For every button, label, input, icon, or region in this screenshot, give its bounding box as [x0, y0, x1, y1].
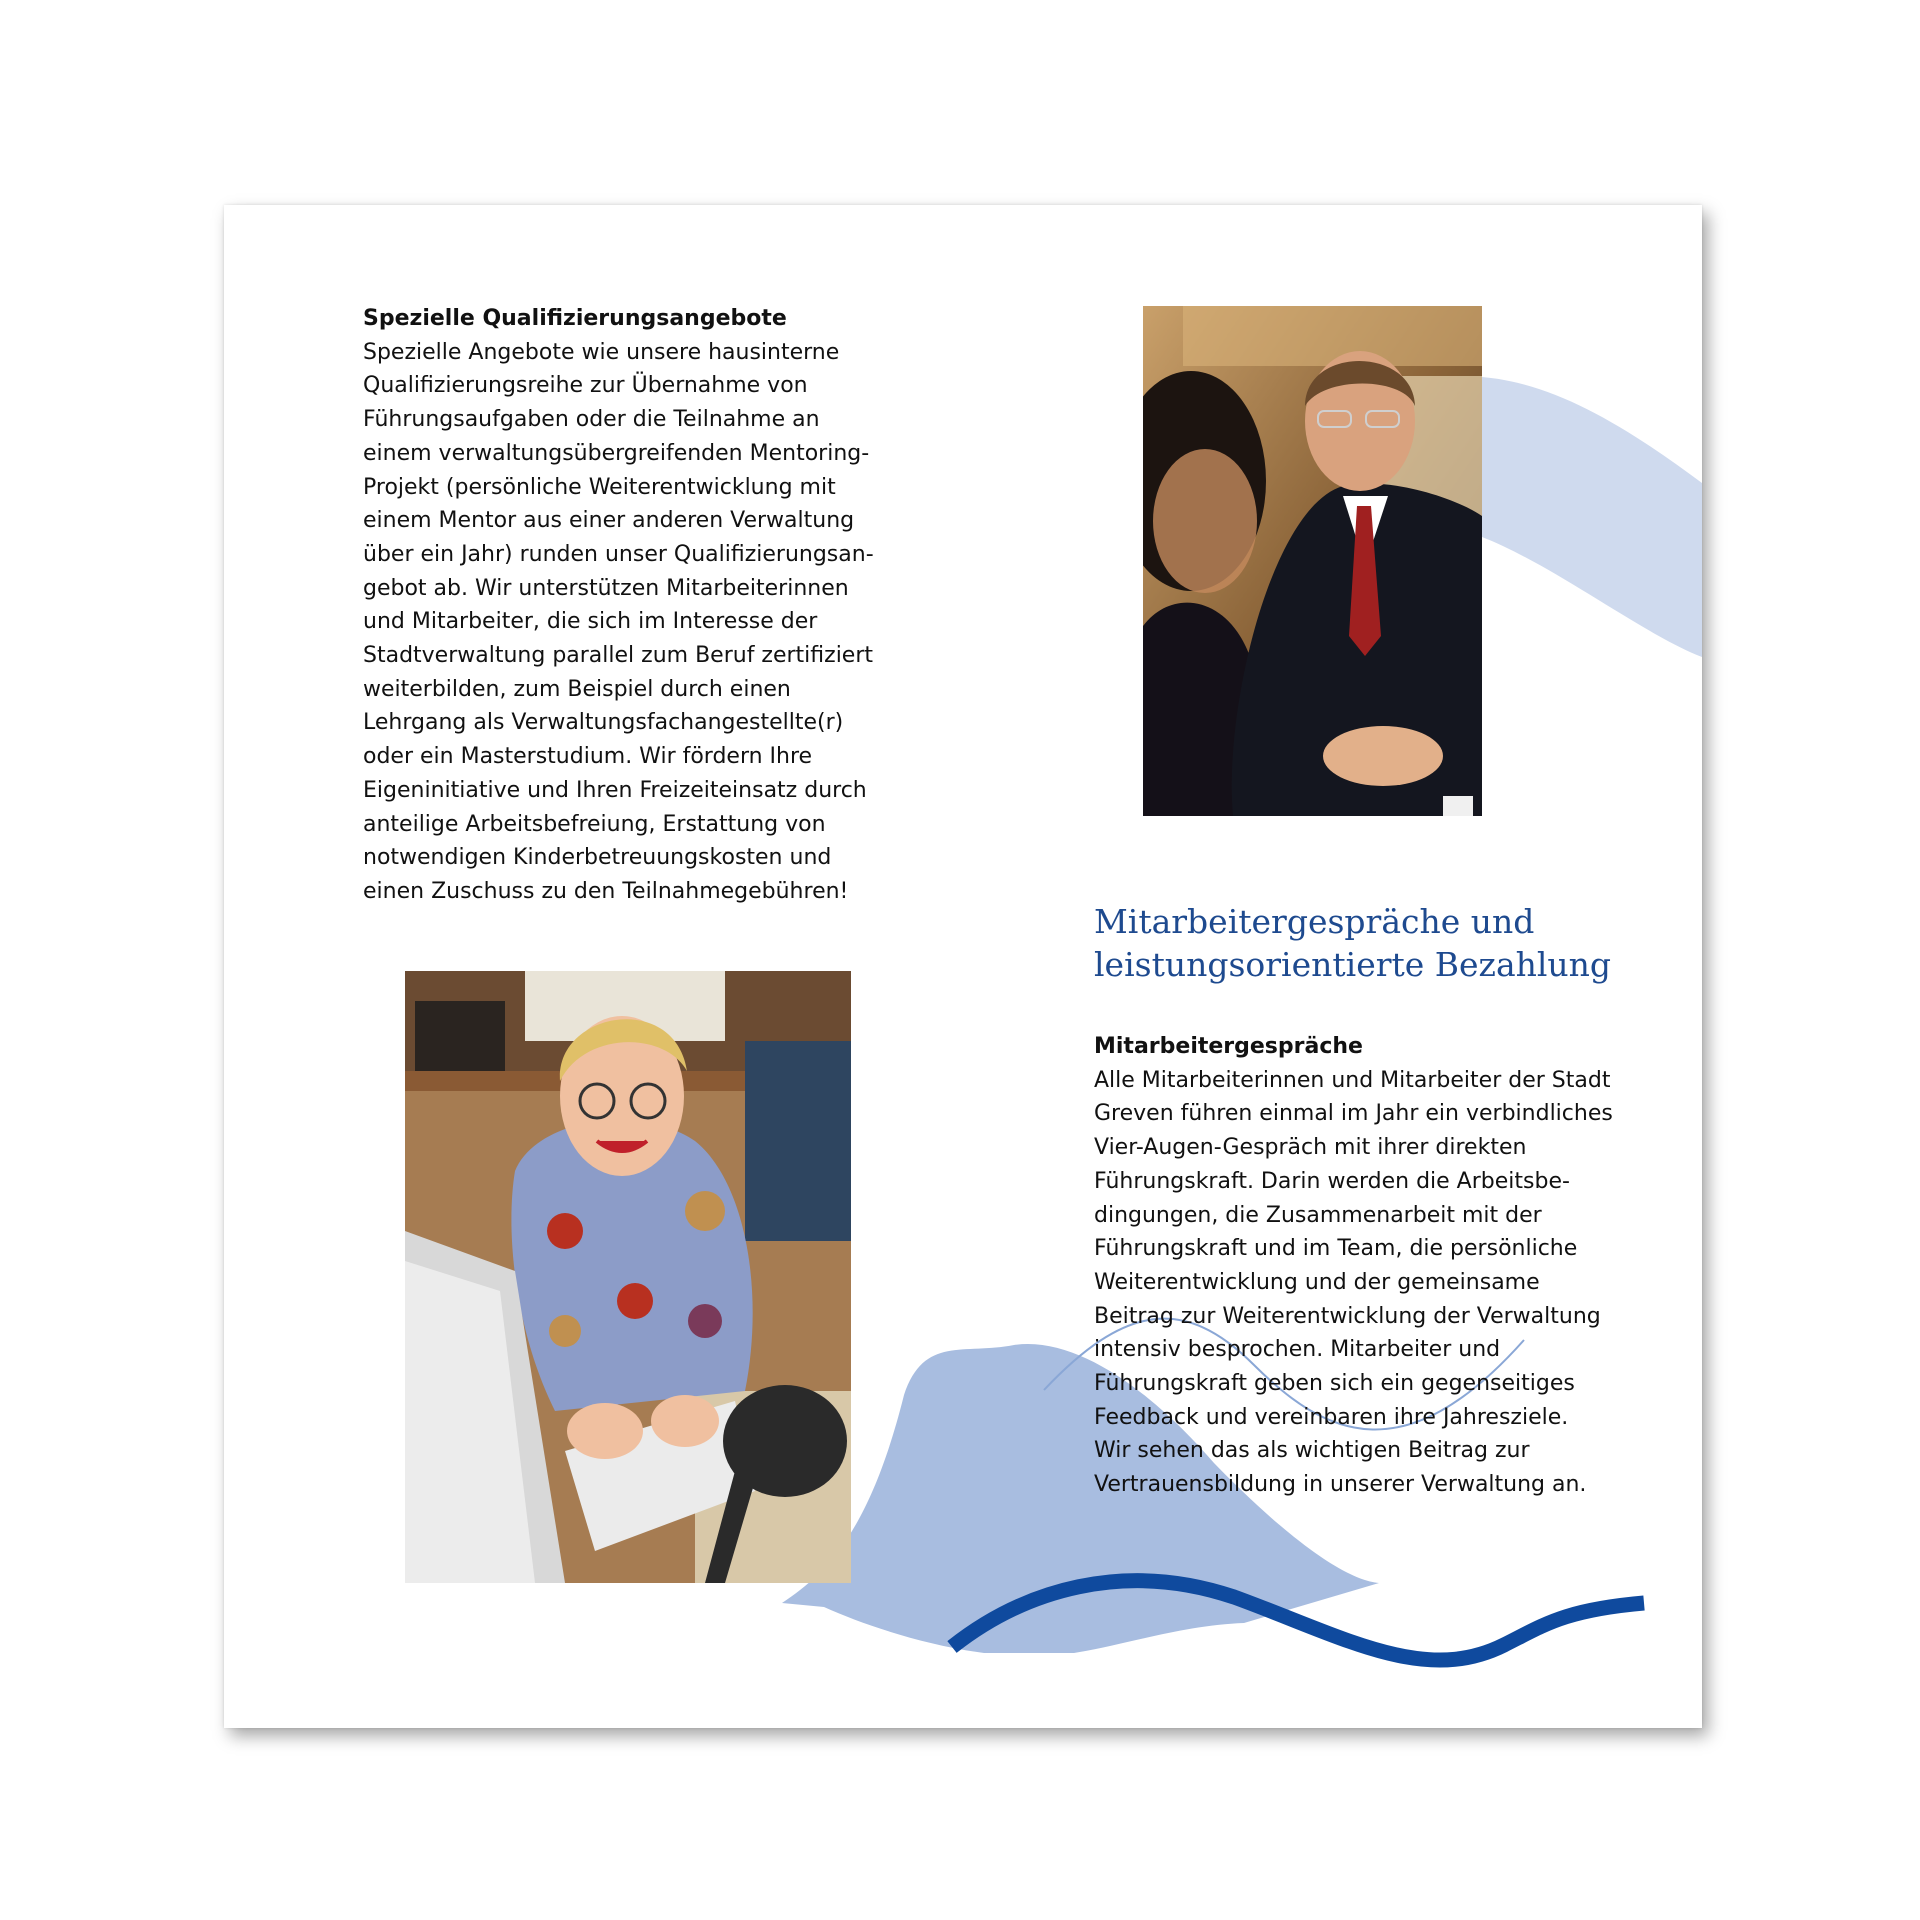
title-line: leistungsorientierte Bezahlung	[1094, 945, 1612, 984]
title-line: Mitarbeitergespräche und	[1094, 902, 1535, 941]
body-line: Spezielle Angebote wie unsere hausinterne	[363, 339, 840, 365]
body-line: Führungsaufgaben oder die Teilnahme an	[363, 407, 820, 433]
body-line: Lehrgang als Verwaltungsfachangestellte(r)	[363, 710, 844, 736]
body-line: über ein Jahr) runden unser Qualifizierungsan-	[363, 541, 874, 567]
body-line: anteilige Arbeitsbefreiung, Erstattung von	[363, 811, 826, 837]
body-line: gebot ab. Wir unterstützen Mitarbeiterinnen	[363, 575, 849, 601]
body-line: Führungskraft. Darin werden die Arbeitsbe-	[1094, 1168, 1570, 1194]
section-employee-talks	[1094, 1030, 1613, 1502]
body-line: oder ein Masterstudium. Wir fördern Ihre	[363, 744, 813, 770]
body-line: und Mitarbeiter, die sich im Interesse der	[363, 609, 818, 635]
photo-two-businessmen	[1143, 306, 1482, 816]
body-line: Wir sehen das als wichtigen Beitrag zur	[1094, 1438, 1530, 1464]
body-line: intensiv besprochen. Mitarbeiter und	[1094, 1337, 1501, 1363]
body-line: Feedback und vereinbaren ihre Jahresziele.	[1094, 1404, 1569, 1430]
body-line: Qualifizierungsreihe zur Übernahme von	[363, 373, 808, 399]
section-heading: Mitarbeitergespräche	[1094, 1034, 1363, 1059]
body-line: Greven führen einmal im Jahr ein verbindliches	[1094, 1101, 1613, 1127]
body-line: Projekt (persönliche Weiterentwicklung mit	[363, 474, 836, 500]
brochure-page	[224, 205, 1702, 1728]
body-line: Eigeninitiative und Ihren Freizeiteinsatz durch	[363, 777, 867, 803]
body-line: notwendigen Kinderbetreuungskosten und	[363, 845, 832, 871]
body-line: Stadtverwaltung parallel zum Beruf zertifiziert	[363, 643, 874, 669]
body-line: Alle Mitarbeiterinnen und Mitarbeiter der Stadt	[1094, 1067, 1611, 1093]
pale-wave-top-right	[1482, 377, 1702, 657]
body-line: Weiterentwicklung und der gemeinsame	[1094, 1269, 1540, 1295]
body-line: Führungskraft und im Team, die persönliche	[1094, 1236, 1578, 1262]
section-heading: Spezielle Qualifizierungsangebote	[363, 306, 787, 331]
section-qualification	[363, 302, 874, 909]
body-line: Vertrauensbildung in unserer Verwaltung an.	[1094, 1472, 1587, 1498]
body-line: Führungskraft geben sich ein gegenseitiges	[1094, 1371, 1575, 1397]
body-line: weiterbilden, zum Beispiel durch einen	[363, 676, 791, 702]
body-line: Beitrag zur Weiterentwicklung der Verwaltung	[1094, 1303, 1601, 1329]
body-line: einem Mentor aus einer anderen Verwaltung	[363, 508, 855, 534]
body-line: einem verwaltungsübergreifenden Mentoring-	[363, 440, 870, 466]
body-line: Vier-Augen-Gespräch mit ihrer direkten	[1094, 1135, 1527, 1161]
page-title	[1094, 900, 1611, 986]
body-line: dingungen, die Zusammenarbeit mit der	[1094, 1202, 1542, 1228]
photo-woman-at-computer	[405, 971, 851, 1583]
body-line: einen Zuschuss zu den Teilnahmegebühren!	[363, 878, 849, 904]
